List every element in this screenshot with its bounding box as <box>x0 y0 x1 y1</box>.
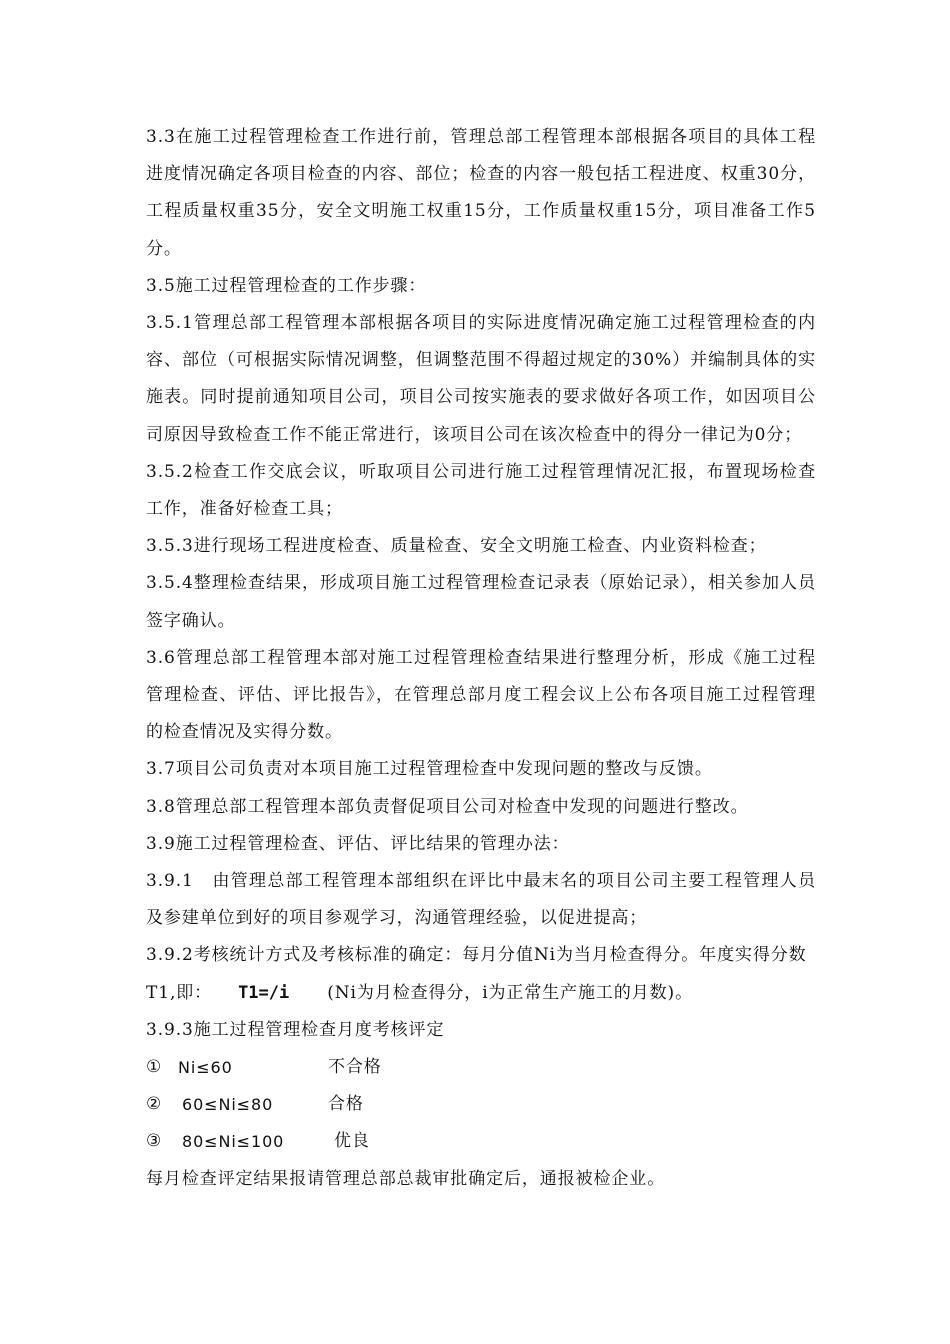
section-3-8: 3.8管理总部工程管理本部负责督促项目公司对检查中发现的问题进行整改。 <box>146 796 749 817</box>
section-3-5-1: 3.5.1管理总部工程管理本部根据各项目的实际进度情况确定施工过程管理检查的内容、部位（可根据实际情况调整，但调整范围不得超过规定的30%）并编制具体的实施表。同时提前通知项目公司，项目公司按实施表的要求做好各项工作，如因项目公司原因导致检查工作不能正常进行，该项目公司在该次检查中的得分一律记为0分； <box>146 313 816 445</box>
section-3-5-4: 3.5.4整理检查结果，形成项目施工过程管理检查记录表（原始记录），相关参加人员签字确认。 <box>146 573 816 631</box>
section-3-6: 3.6管理总部工程管理本部对施工过程管理检查结果进行整理分析，形成《施工过程管理检查、评估、评比报告》，在管理总部月度工程会议上公布各项目施工过程管理的检查情况及实得分数。 <box>146 647 816 743</box>
grade-row <box>146 1086 816 1123</box>
section-3-9-3: 3.9.3施工过程管理检查月度考核评定 <box>146 1019 445 1040</box>
grade-range: 60≤Ni≤80 <box>182 1095 274 1115</box>
section-3-9-2-text: 3.9.2考核统计方式及考核标准的确定：每月分值Ni为当月检查得分。年度实得分数T1,即： <box>146 945 807 1003</box>
section-3-5: 3.5施工过程管理检查的工作步骤： <box>146 275 427 296</box>
section-3-9-1: 3.9.1 由管理总部工程管理本部组织在评比中最末名的项目公司主要工程管理人员及参建单位到好的项目参观学习，沟通管理经验，以促进提高； <box>146 871 816 929</box>
grade-row <box>146 1123 816 1160</box>
annual-score-formula: T1=/i <box>238 982 290 1003</box>
grade-range: 80≤Ni≤100 <box>182 1132 285 1152</box>
grade-number: ① <box>146 1057 163 1078</box>
grade-number: ③ <box>146 1131 163 1152</box>
document-page <box>146 119 816 1198</box>
section-3-9: 3.9施工过程管理检查、评估、评比结果的管理办法： <box>146 833 570 854</box>
closing-paragraph: 每月检查评定结果报请管理总部总裁审批确定后，通报被检企业。 <box>146 1168 666 1189</box>
grade-label: 合格 <box>328 1094 364 1115</box>
grade-label: 优良 <box>334 1131 370 1152</box>
grade-row <box>146 1049 816 1086</box>
grade-label: 不合格 <box>328 1057 382 1078</box>
section-3-9-2 <box>146 937 816 1011</box>
section-3-7: 3.7项目公司负责对本项目施工过程管理检查中发现问题的整改与反馈。 <box>146 759 713 780</box>
section-3-9-2-note: (Ni为月检查得分，i为正常生产施工的月数)。 <box>327 982 693 1003</box>
section-3-5-2: 3.5.2检查工作交底会议，听取项目公司进行施工过程管理情况汇报，布置现场检查工作，准备好检查工具； <box>146 461 816 520</box>
section-3-5-3: 3.5.3进行现场工程进度检查、质量检查、安全文明施工检查、内业资料检查； <box>146 536 767 557</box>
grade-range: Ni≤60 <box>178 1058 233 1078</box>
grade-number: ② <box>146 1094 163 1115</box>
section-3-3: 3.3在施工过程管理检查工作进行前，管理总部工程管理本部根据各项目的具体工程进度情况确定各项目检查的内容、部位；检查的内容一般包括工程进度、权重30分，工程质量权重35分，安全文明施工权重15分，工作质量权重15分，项目准备工作5分。 <box>146 127 816 259</box>
